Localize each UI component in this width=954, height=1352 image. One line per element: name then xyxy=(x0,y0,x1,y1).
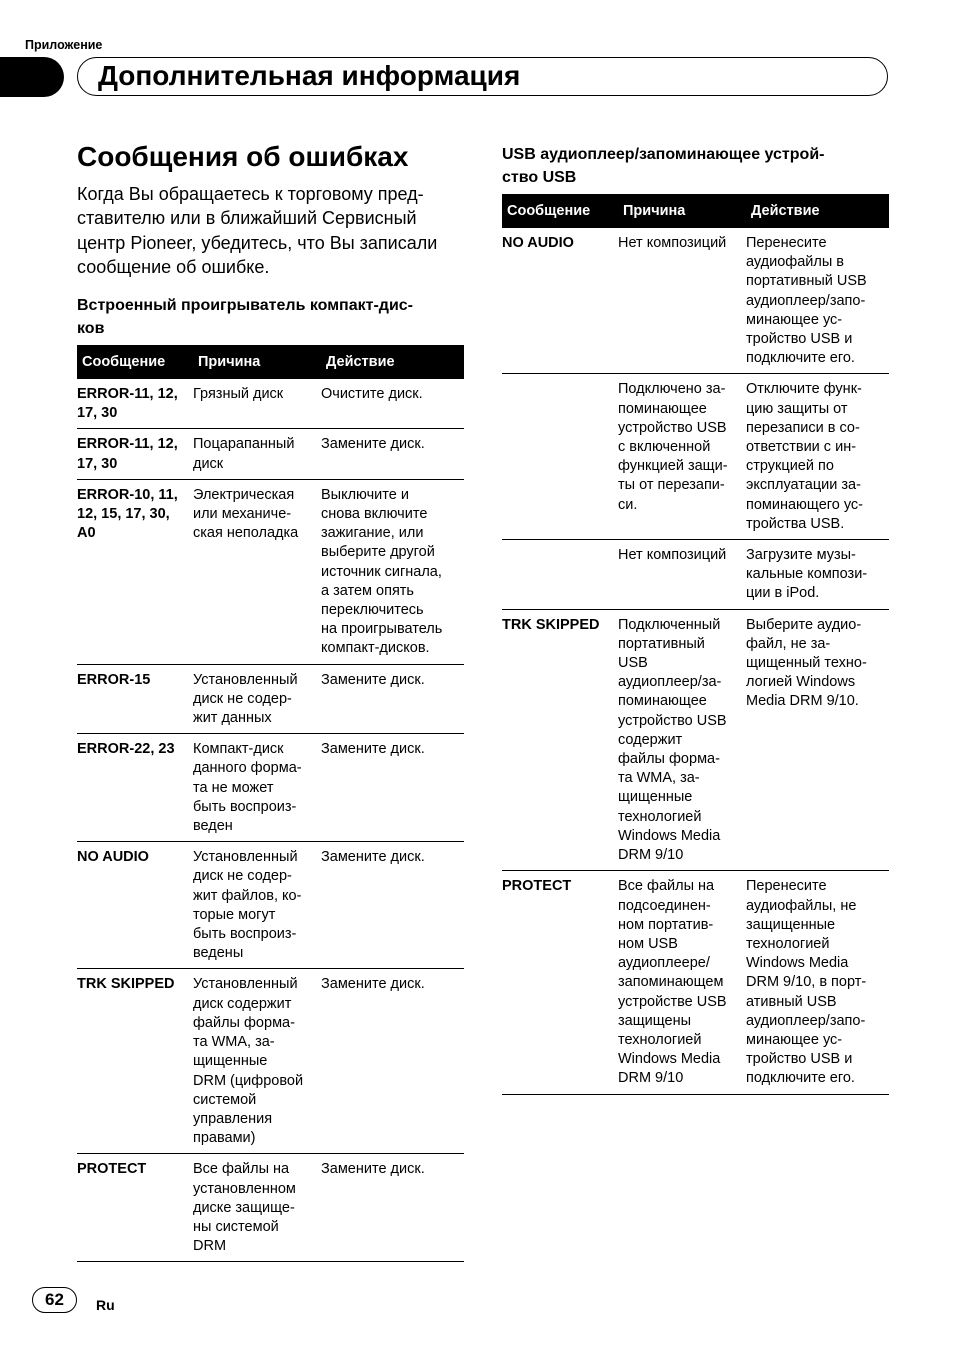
cell-line: торые могут xyxy=(193,906,276,923)
cause-cell xyxy=(193,479,321,664)
cell-line: Установленный xyxy=(193,849,298,866)
table-row xyxy=(77,664,464,734)
cell-line: ции в iPod. xyxy=(746,585,820,602)
cell-line: файл, не за- xyxy=(746,635,831,652)
cell-line: файлы форма- xyxy=(193,1014,295,1031)
action-cell xyxy=(321,1154,464,1262)
cell-line: с включенной xyxy=(618,439,711,456)
cell-line: ERROR-10, 11, xyxy=(77,486,178,503)
action-cell xyxy=(321,379,464,429)
cell-line: Перенесите xyxy=(746,878,827,895)
cell-line: Очистите диск. xyxy=(321,386,423,402)
column-header-action: Действие xyxy=(321,345,464,379)
heading-line: ков xyxy=(77,320,105,337)
table-row xyxy=(502,228,889,374)
table-row xyxy=(77,1154,464,1262)
table-row xyxy=(502,374,889,540)
cell-line: подсоединен- xyxy=(618,897,711,914)
message-cell xyxy=(77,734,193,842)
chapter-title: Дополнительная информация xyxy=(98,60,521,91)
cell-line: диске защище- xyxy=(193,1199,295,1216)
cause-cell xyxy=(618,374,746,540)
message-cell xyxy=(502,871,618,1094)
cell-line: ответствии с ин- xyxy=(746,439,857,456)
message-cell xyxy=(77,379,193,429)
cell-line: щищенный техно- xyxy=(746,655,867,672)
page-number: 62 xyxy=(32,1287,77,1313)
heading-line: Встроенный проигрыватель компакт-дис- xyxy=(77,297,414,314)
cell-line: выберите другой xyxy=(321,544,435,561)
table-row xyxy=(77,842,464,969)
cell-line: NO AUDIO xyxy=(502,235,574,251)
cell-line: ативный USB xyxy=(746,993,837,1010)
cell-line: Нет композиций xyxy=(618,547,727,564)
cell-line: диск xyxy=(193,455,224,472)
cell-line: PROTECT xyxy=(502,878,572,895)
cell-line: DRM xyxy=(193,1238,227,1255)
cell-line: Электрическая xyxy=(193,486,295,503)
intro-line: центр Pioneer, убедитесь, что Вы записали xyxy=(77,232,438,253)
cell-line: Windows Media xyxy=(618,1051,721,1068)
cell-line: аудиоплеер/за- xyxy=(618,674,722,691)
cell-line: аудиофайлы в xyxy=(746,254,845,271)
cell-line: Все файлы на xyxy=(618,878,715,895)
cell-line: ны системой xyxy=(193,1218,279,1235)
column-header-cause: Причина xyxy=(193,345,321,379)
cell-line: минающее ус- xyxy=(746,1031,843,1048)
intro-line: сообщение об ошибке. xyxy=(77,256,270,277)
cell-line: цию защиты от xyxy=(746,400,848,417)
heading-line: USB аудиоплеер/запоминающее устрой- xyxy=(502,146,825,163)
chapter-header xyxy=(77,57,888,96)
cell-line: Нет композиций xyxy=(618,235,727,251)
cell-line: DRM 9/10 xyxy=(618,847,684,864)
cell-line: Выключите и xyxy=(321,486,409,503)
cell-line: подключите его. xyxy=(746,350,855,367)
cell-line: Выберите аудио- xyxy=(746,616,862,633)
cell-line: устройство USB xyxy=(618,712,727,729)
message-cell xyxy=(77,842,193,969)
cell-line: правами) xyxy=(193,1130,256,1147)
page-title: Сообщения об ошибках xyxy=(77,141,409,172)
cell-line: технологией xyxy=(618,1031,702,1048)
usb-section-heading xyxy=(502,143,824,189)
cell-line: устройство USB xyxy=(618,419,727,436)
message-cell xyxy=(77,664,193,734)
cell-line: жит данных xyxy=(193,710,272,727)
cell-line: ERROR-22, 23 xyxy=(77,741,175,758)
cell-line: управления xyxy=(193,1110,273,1127)
cell-line: ведены xyxy=(193,945,244,962)
cell-line: A0 xyxy=(77,525,96,542)
message-cell xyxy=(77,479,193,664)
cell-line: NO AUDIO xyxy=(77,849,149,866)
cell-line: тройство USB и xyxy=(746,1051,853,1068)
cell-line: 17, 30 xyxy=(77,405,118,422)
cell-line: аудиоплеер/запо- xyxy=(746,292,866,309)
cell-line: PROTECT xyxy=(77,1161,147,1178)
table-header-row xyxy=(77,345,464,379)
cell-line: портативный xyxy=(618,635,705,652)
action-cell xyxy=(321,734,464,842)
cell-line: ская неполадка xyxy=(193,525,299,542)
cause-cell xyxy=(193,379,321,429)
cell-line: щищенные xyxy=(618,789,693,806)
table-row xyxy=(502,540,889,610)
usb-error-table xyxy=(502,194,889,1095)
table-row xyxy=(77,479,464,664)
table-row xyxy=(77,734,464,842)
cell-line: технологией xyxy=(746,935,830,952)
intro-line: ставителю или в ближайший Сервисный xyxy=(77,208,417,229)
cell-line: Грязный диск xyxy=(193,386,284,402)
cell-line: Отключите функ- xyxy=(746,381,862,398)
cell-line: TRK SKIPPED xyxy=(502,616,600,633)
cell-line: файлы форма- xyxy=(618,751,720,768)
cause-cell xyxy=(193,969,321,1154)
column-header-message: Сообщение xyxy=(77,345,193,379)
cell-line: поминающего ус- xyxy=(746,496,863,513)
cell-line: Подключено за- xyxy=(618,381,726,398)
cell-line: или механиче- xyxy=(193,506,292,523)
cell-line: системой xyxy=(193,1091,257,1108)
heading-line: ство USB xyxy=(502,169,577,186)
action-cell xyxy=(746,540,889,610)
column-header-cause: Причина xyxy=(618,194,746,228)
cell-line: DRM 9/10 xyxy=(618,1070,684,1087)
table-row xyxy=(502,609,889,871)
cell-line: а затем опять xyxy=(321,582,414,599)
cause-cell xyxy=(618,540,746,610)
cell-line: компакт-дисков. xyxy=(321,640,430,657)
cell-line: быть воспроиз- xyxy=(193,926,297,943)
cell-line: Замените диск. xyxy=(321,849,425,866)
intro-line: Когда Вы обращаетесь к торговому пред- xyxy=(77,184,424,204)
action-cell xyxy=(746,871,889,1094)
cause-cell xyxy=(618,871,746,1094)
cell-line: аудиоплеер/запо- xyxy=(746,1012,866,1029)
table-header-row xyxy=(502,194,889,228)
cell-line: логией Windows xyxy=(746,674,856,691)
table-row xyxy=(77,379,464,429)
cell-line: TRK SKIPPED xyxy=(77,976,175,993)
cd-section-heading xyxy=(77,294,413,340)
cell-line: диск не содер- xyxy=(193,868,292,885)
cause-cell xyxy=(193,734,321,842)
cell-line: ном USB xyxy=(618,935,678,952)
cell-line: кальные компози- xyxy=(746,566,868,583)
action-cell xyxy=(321,664,464,734)
cell-line: защищенные xyxy=(746,916,836,933)
cell-line: перезаписи в со- xyxy=(746,419,860,436)
cell-line: снова включите xyxy=(321,506,428,523)
cell-line: поминающее xyxy=(618,400,707,417)
cell-line: ты от перезапи- xyxy=(618,477,725,494)
language-code: Ru xyxy=(96,1297,115,1313)
cell-line: Все файлы на xyxy=(193,1161,290,1178)
cell-line: ERROR-11, 12, xyxy=(77,386,178,402)
cell-line: Замените диск. xyxy=(321,976,425,993)
message-cell xyxy=(77,969,193,1154)
cell-line: источник сигнала, xyxy=(321,563,442,580)
table-row xyxy=(77,969,464,1154)
cell-line: Перенесите xyxy=(746,235,827,251)
cause-cell xyxy=(193,664,321,734)
cell-line: поминающее xyxy=(618,693,707,710)
cell-line: Подключенный xyxy=(618,616,721,633)
cell-line: 17, 30 xyxy=(77,455,118,472)
cell-line: портативный USB xyxy=(746,273,867,290)
cell-line: зажигание, или xyxy=(321,525,424,542)
cell-line: быть воспроиз- xyxy=(193,798,297,815)
cell-line: установленном xyxy=(193,1180,296,1197)
table-row xyxy=(502,871,889,1094)
section-label: Приложение xyxy=(25,38,103,52)
cell-line: минающее ус- xyxy=(746,311,843,328)
cell-line: ном портатив- xyxy=(618,916,714,933)
action-cell xyxy=(746,228,889,374)
message-cell xyxy=(502,609,618,871)
cell-line: та WMA, за- xyxy=(618,770,700,787)
cell-line: аудиофайлы, не xyxy=(746,897,857,914)
cell-line: устройстве USB xyxy=(618,993,727,1010)
message-cell xyxy=(77,1154,193,1262)
cell-line: функцией защи- xyxy=(618,458,728,475)
cell-line: DRM (цифровой xyxy=(193,1072,304,1089)
cause-cell xyxy=(618,228,746,374)
cell-line: Windows Media xyxy=(746,955,849,972)
cell-line: Замените диск. xyxy=(321,671,425,688)
cell-line: жит файлов, ко- xyxy=(193,887,302,904)
table-row xyxy=(77,429,464,479)
cause-cell xyxy=(618,609,746,871)
action-cell xyxy=(321,969,464,1154)
column-header-message: Сообщение xyxy=(502,194,618,228)
cell-line: подключите его. xyxy=(746,1070,855,1087)
cell-line: 12, 15, 17, 30, xyxy=(77,506,170,523)
message-cell xyxy=(502,374,618,540)
intro-paragraph xyxy=(77,182,467,279)
cell-line: тройство USB и xyxy=(746,331,853,348)
cell-line: на проигрыватель xyxy=(321,621,443,638)
action-cell xyxy=(321,429,464,479)
cd-error-table xyxy=(77,345,464,1262)
cell-line: Загрузите музы- xyxy=(746,547,856,564)
cell-line: содержит xyxy=(618,731,683,748)
cause-cell xyxy=(193,1154,321,1262)
cell-line: Компакт-диск xyxy=(193,741,284,758)
cell-line: защищены xyxy=(618,1012,692,1029)
cell-line: Поцарапанный xyxy=(193,436,295,453)
cell-line: Media DRM 9/10. xyxy=(746,693,859,710)
cell-line: DRM 9/10, в порт- xyxy=(746,974,867,991)
cell-line: аудиоплеере/ xyxy=(618,955,710,972)
cell-line: Установленный xyxy=(193,671,298,688)
cell-line: эксплуатации за- xyxy=(746,477,861,494)
cell-line: тройства USB. xyxy=(746,515,845,532)
cell-line: веден xyxy=(193,818,233,835)
cell-line: си. xyxy=(618,496,638,513)
cell-line: Замените диск. xyxy=(321,436,425,453)
cell-line: данного форма- xyxy=(193,760,302,777)
header-tab-marker xyxy=(0,57,64,97)
message-cell xyxy=(502,228,618,374)
cell-line: струкцией по xyxy=(746,458,834,475)
action-cell xyxy=(321,842,464,969)
cell-line: Установленный xyxy=(193,976,298,993)
cell-line: ERROR-15 xyxy=(77,671,151,688)
cell-line: ERROR-11, 12, xyxy=(77,436,178,453)
cell-line: запоминающем xyxy=(618,974,724,991)
cell-line: технологией xyxy=(618,808,702,825)
cell-line: диск не содер- xyxy=(193,690,292,707)
action-cell xyxy=(746,609,889,871)
cell-line: диск содержит xyxy=(193,995,292,1012)
cell-line: та не может xyxy=(193,779,274,796)
cause-cell xyxy=(193,429,321,479)
cell-line: Замените диск. xyxy=(321,1161,425,1178)
cell-line: та WMA, за- xyxy=(193,1034,275,1051)
action-cell xyxy=(321,479,464,664)
cell-line: Замените диск. xyxy=(321,741,425,758)
message-cell xyxy=(502,540,618,610)
cell-line: Windows Media xyxy=(618,827,721,844)
message-cell xyxy=(77,429,193,479)
cause-cell xyxy=(193,842,321,969)
cell-line: USB xyxy=(618,655,648,672)
cell-line: переключитесь xyxy=(321,602,424,619)
column-header-action: Действие xyxy=(746,194,889,228)
cell-line: щищенные xyxy=(193,1053,268,1070)
action-cell xyxy=(746,374,889,540)
